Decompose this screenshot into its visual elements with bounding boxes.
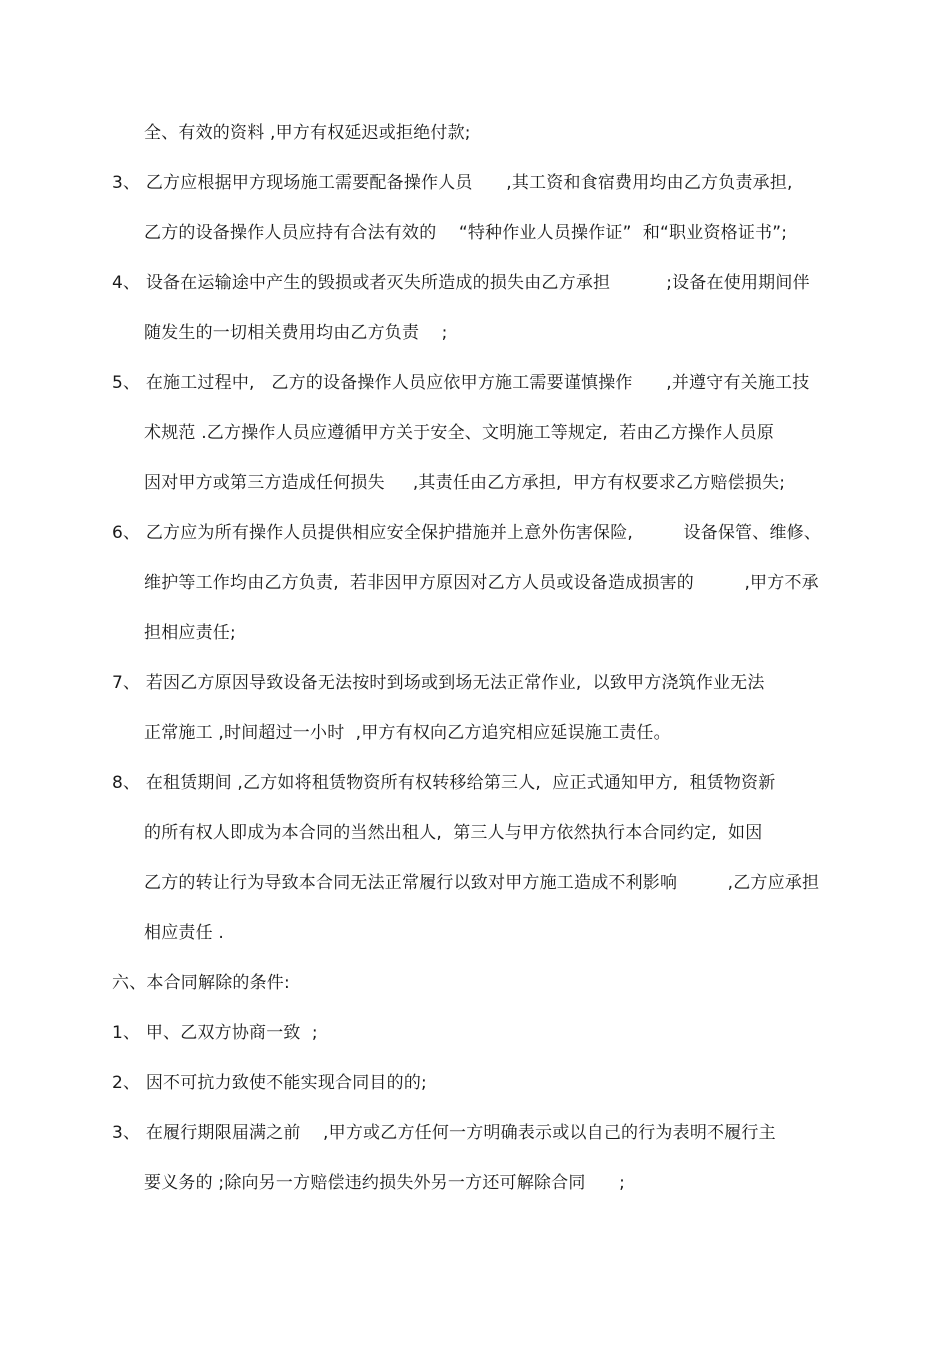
condition-1-line: 1、 甲、乙双方协商一致 ; [112,1023,318,1043]
clause-3-line-1: 3、 乙方应根据甲方现场施工需要配备操作人员 ,其工资和食宿费用均由乙方负责承担, [112,173,793,193]
clause-8-line-1: 8、 在租赁期间 ,乙方如将租赁物资所有权转移给第三人, 应正式通知甲方, 租赁物资新 [112,773,776,793]
clause-4-line-2: 随发生的一切相关费用均由乙方负责 ; [144,323,448,343]
clause-8-line-4: 相应责任 . [144,923,225,943]
clause-6-line-2: 维护等工作均由乙方负责, 若非因甲方原因对乙方人员或设备造成损害的 ,甲方不承 [144,573,819,593]
text-line-01: 全、有效的资料 ,甲方有权延迟或拒绝付款; [144,123,471,143]
clause-8-line-2: 的所有权人即成为本合同的当然出租人, 第三人与甲方依然执行本合同约定, 如因 [144,823,763,843]
clause-4-line-1: 4、 设备在运输途中产生的毁损或者灭失所造成的损失由乙方承担 ;设备在使用期间伴 [112,273,810,293]
clause-3-line-2: 乙方的设备操作人员应持有合法有效的 “特种作业人员操作证” 和“职业资格证书”; [144,223,788,243]
clause-6-line-3: 担相应责任; [144,623,236,643]
clause-6-line-1: 6、 乙方应为所有操作人员提供相应安全保护措施并上意外伤害保险, 设备保管、维修、 [112,523,822,543]
clause-5-line-2: 术规范 .乙方操作人员应遵循甲方关于安全、文明施工等规定, 若由乙方操作人员原 [144,423,775,443]
clause-7-line-1: 7、 若因乙方原因导致设备无法按时到场或到场无法正常作业, 以致甲方浇筑作业无法 [112,673,765,693]
section-heading-6: 六、本合同解除的条件: [112,973,290,993]
clause-5-line-3: 因对甲方或第三方造成任何损失 ,其责任由乙方承担, 甲方有权要求乙方赔偿损失; [144,473,786,493]
condition-2-line: 2、 因不可抗力致使不能实现合同目的的; [112,1073,427,1093]
clause-8-line-3: 乙方的转让行为导致本合同无法正常履行以致对甲方施工造成不利影响 ,乙方应承担 [144,873,820,893]
condition-3-line-2: 要义务的 ;除向另一方赔偿违约损失外另一方还可解除合同 ; [144,1173,626,1193]
condition-3-line-1: 3、 在履行期限届满之前 ,甲方或乙方任何一方明确表示或以自己的行为表明不履行主 [112,1123,776,1143]
clause-5-line-1: 5、 在施工过程中, 乙方的设备操作人员应依甲方施工需要谨慎操作 ,并遵守有关施工技 [112,373,810,393]
clause-7-line-2: 正常施工 ,时间超过一小时 ,甲方有权向乙方追究相应延误施工责任。 [144,723,671,743]
